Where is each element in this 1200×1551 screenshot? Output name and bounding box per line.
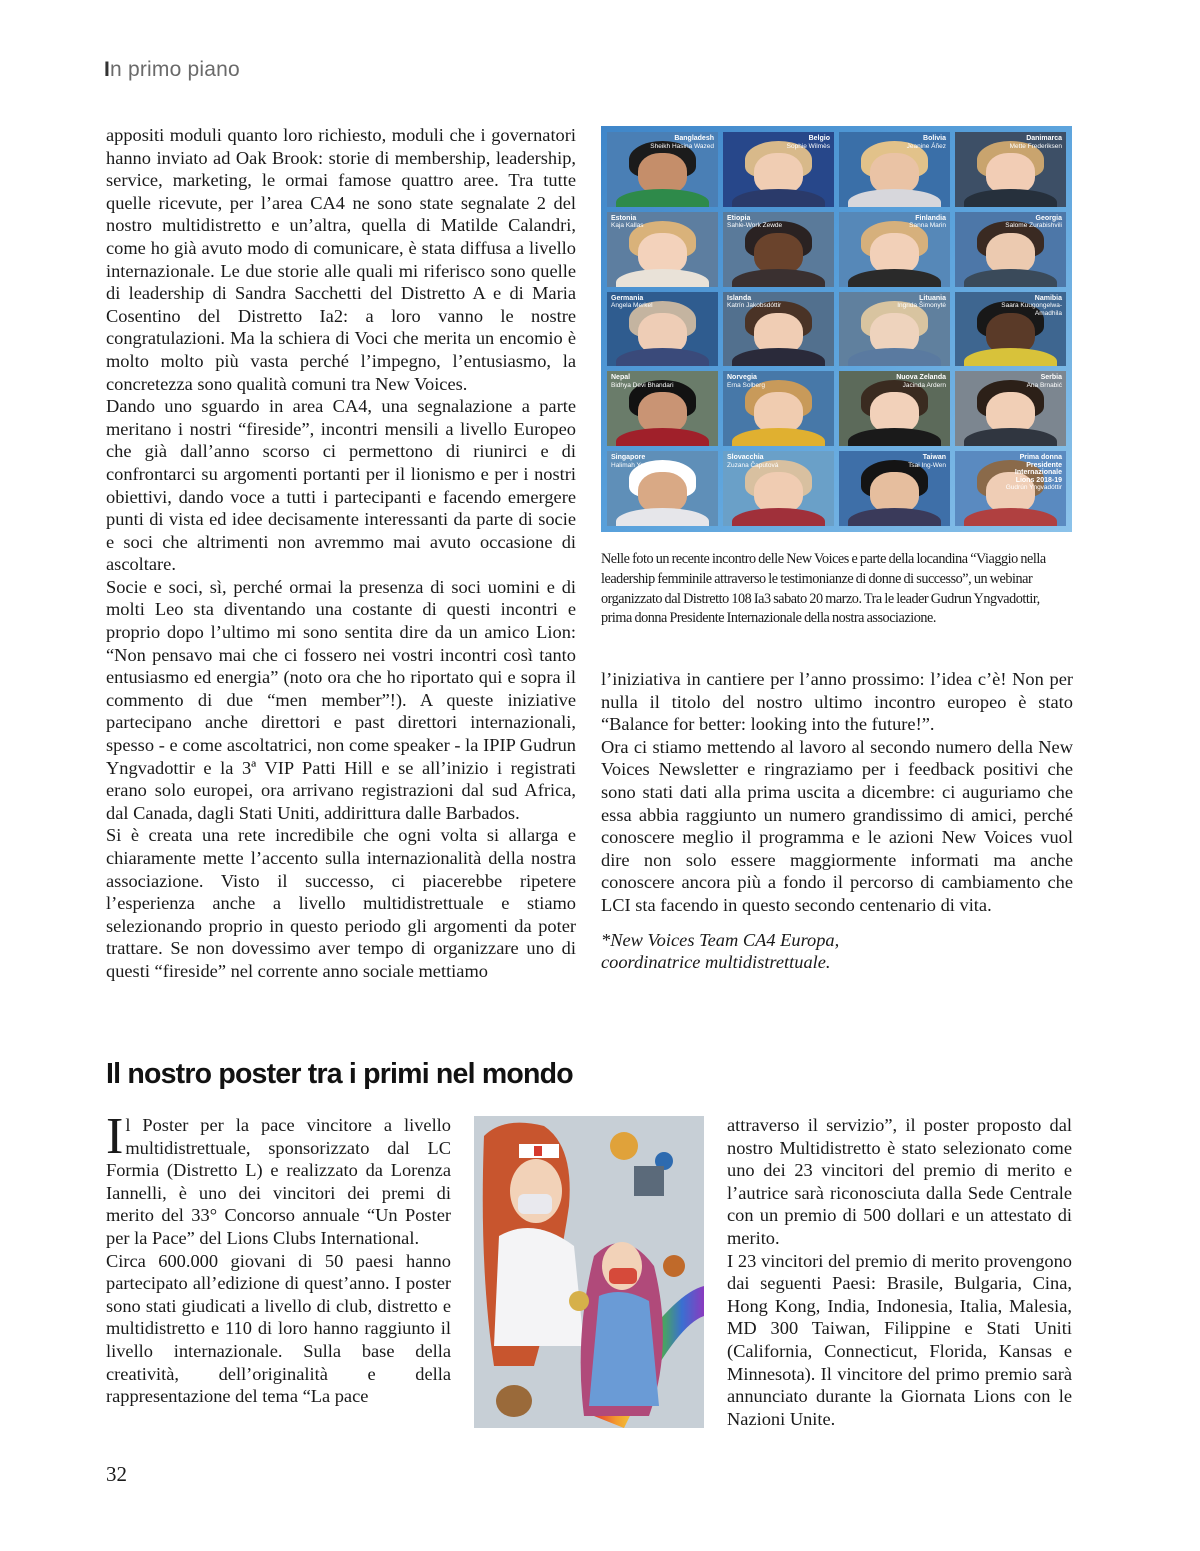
leader-portrait bbox=[839, 212, 950, 287]
portrait-country: Taiwan bbox=[922, 454, 946, 462]
portrait-country: Serbia bbox=[1040, 374, 1062, 382]
portrait-label bbox=[727, 374, 765, 389]
article2-title: Il nostro poster tra i primi nel mondo bbox=[106, 1058, 573, 1090]
portrait-country: Bolivia bbox=[923, 135, 946, 142]
portrait-body bbox=[732, 189, 825, 207]
portrait-name: Salome Zurabishvili bbox=[1005, 222, 1062, 230]
article2-paragraph bbox=[106, 1108, 451, 1250]
portrait-body bbox=[964, 428, 1057, 446]
portrait-body bbox=[616, 428, 709, 446]
portrait-country: Slovacchia bbox=[727, 454, 764, 462]
portrait-label bbox=[896, 374, 946, 389]
portrait-name: Saara Kuugongelwa-Amadhila bbox=[1001, 302, 1062, 317]
portrait-body bbox=[732, 428, 825, 446]
article2-paragraph: I 23 vincitori del premio di merito provengono dai seguenti Paesi: Brasile, Bulgaria, Cina, Hong Kong, India, Indonesia, Italia, Malesia, MD 300 Taiwan, Filippine e Stati Uniti (California, Connecticut, Florida, Kansas e Minnesota). Il vincitore del primo premio sarà annunciato durante la Giornata Lions con le Nazioni Unite. bbox=[727, 1250, 1072, 1429]
leader-portrait bbox=[607, 212, 718, 287]
leaders-photo-grid bbox=[601, 126, 1072, 532]
leader-portrait bbox=[839, 292, 950, 367]
portrait-name: Mette Frederiksen bbox=[1009, 142, 1062, 150]
portrait-name: Halimah Yacob bbox=[611, 461, 655, 469]
portrait-label bbox=[611, 454, 654, 469]
leader-portrait bbox=[723, 292, 834, 367]
portrait-country: Nepal bbox=[611, 374, 631, 382]
portrait-label bbox=[611, 374, 674, 389]
portrait-name: Erna Solberg bbox=[727, 381, 765, 389]
leader-portrait bbox=[955, 371, 1066, 446]
portrait-body bbox=[732, 269, 825, 287]
portrait-name: Ingrida Šimonytė bbox=[897, 302, 946, 310]
article1-paragraph: Socie e soci, sì, perché ormai la presenza di soci uomini e di molti Leo sta diventando una costante di questi incontri e proprio dopo l’ultimo mi sono sentita dire da un amico Lion: “Non pensavo mai che ci fossero nei vostri incontri così tanto entusiasmo ed energia” (noto ora che ho riportato qui e sopra il commento di due “men member”!). A queste iniziative partecipano anche direttori e past direttori internazionali, spesso - e come ascoltatrici, non come speaker - la IPIP Gudrun Yngvadottir e la 3ª VIP Patti Hill e se all’inizio i registrati erano solo europei, ora arrivano registrazioni dal sud Africa, dal Canada, dagli Stati Uniti, addirittura dalle Barbados. bbox=[106, 576, 576, 823]
portrait-name: Jacinda Ardern bbox=[902, 381, 946, 389]
portrait-name: Tsai Ing-Wen bbox=[908, 461, 946, 469]
leader-portrait bbox=[723, 371, 834, 446]
portrait-body bbox=[616, 269, 709, 287]
portrait-face bbox=[754, 233, 803, 274]
portrait-label bbox=[908, 454, 946, 469]
portrait-name: Jeanine Áñez bbox=[906, 142, 946, 150]
article2-paragraph: Circa 600.000 giovani di 50 paesi hanno partecipato all’edizione di quest’anno. I poster sono stati giudicati a livello di club, distretto e multidistretto e 110 di loro hanno raggiunto il livello internazionale. Sulla base della creatività, dell’originalità e della rappresentazione del tema “La pace bbox=[106, 1250, 451, 1407]
portrait-name: Katrín Jakobsdóttir bbox=[727, 302, 782, 310]
article2-paragraph-1-text: l Poster per la pace vincitore a livello multidistrettuale, sponsorizzato dal LC Formia (Distretto L) e realizzato da Lorenza Iannelli, è uno dei vincitori dei premi di merito del 33° Concorso annuale “Un Poster per la Pace” del Lions Clubs International. bbox=[106, 1115, 451, 1248]
portrait-name: Sheikh Hasina Wazed bbox=[650, 142, 714, 150]
portrait-label bbox=[727, 454, 778, 469]
portrait-name: Sanna Marin bbox=[909, 222, 946, 230]
leader-portrait bbox=[723, 451, 834, 526]
peace-poster-illustration bbox=[474, 1116, 704, 1428]
portrait-country: Estonia bbox=[611, 214, 637, 222]
portrait-face bbox=[986, 233, 1035, 274]
signature-line-1: *New Voices Team CA4 Europa, bbox=[601, 929, 840, 950]
portrait-country: Nuova Zelanda bbox=[896, 374, 946, 382]
portrait-name: Zuzana Čaputová bbox=[727, 461, 779, 469]
section-header-rest: n primo piano bbox=[110, 58, 240, 81]
article1-right-column bbox=[601, 668, 1073, 974]
portrait-country: Bangladesh bbox=[674, 135, 714, 142]
leader-portrait bbox=[723, 212, 834, 287]
leader-portrait bbox=[839, 371, 950, 446]
portrait-label bbox=[909, 215, 946, 230]
portrait-body bbox=[848, 269, 941, 287]
portrait-label bbox=[897, 295, 946, 310]
section-header-initial: I bbox=[104, 58, 111, 81]
leader-portrait bbox=[607, 292, 718, 367]
article1-left-column bbox=[106, 124, 576, 983]
portrait-country: Namibia bbox=[1034, 294, 1062, 302]
section-header bbox=[104, 58, 240, 82]
portrait-country: Germania bbox=[611, 294, 644, 302]
portrait-country: Danimarca bbox=[1026, 135, 1062, 142]
leader-portrait bbox=[607, 371, 718, 446]
portrait-country: Singapore bbox=[611, 454, 646, 462]
portrait-body bbox=[964, 348, 1057, 366]
portrait-body bbox=[848, 189, 941, 207]
article1-paragraph: appositi moduli quanto loro richiesto, moduli che i governatori hanno inviato ad Oak Brook: storie di membership, leadership, service, marketing, le ormai famose quattro aree. Tra tutte quelle ricevute, per l’area CA4 ne sono state segnalate 2 del nostro multidistretto e un’altra, quella di Matilde Calandri, come ho già avuto modo di comunicare, è stata diffusa a livello internazionale. Le due storie alle quali mi riferisco sono quelle di leadership di Sandra Sacchetti del Distretto A e di Maria Cosentino del Distretto Ia2: a loro vanno le nostre congratulazioni. Ma la schiera di Voci che merita un encomio è molto molto più vasta perché l’impegno, l’entusiasmo, la concretezza sono qualità comuni tra New Voices. bbox=[106, 125, 576, 394]
leader-portrait bbox=[607, 132, 718, 207]
portrait-country: Georgia bbox=[1035, 214, 1062, 222]
portrait-name: Angela Merkel bbox=[611, 302, 653, 310]
portrait-country: Lituania bbox=[919, 294, 946, 302]
portrait-label bbox=[727, 295, 781, 310]
portrait-label bbox=[995, 295, 1062, 318]
portrait-face bbox=[754, 153, 803, 194]
portrait-label bbox=[611, 215, 644, 230]
portrait-body bbox=[964, 508, 1057, 526]
portrait-body bbox=[964, 189, 1057, 207]
portrait-face bbox=[986, 153, 1035, 194]
leader-portrait bbox=[839, 451, 950, 526]
portrait-body bbox=[616, 348, 709, 366]
portrait-name: Ana Brnabić bbox=[1026, 381, 1062, 389]
portrait-name: Gudrún Yngvadóttir bbox=[1005, 484, 1062, 492]
portrait-name: Sahle-Work Zewde bbox=[727, 222, 783, 230]
leader-portrait bbox=[607, 451, 718, 526]
portrait-face bbox=[870, 233, 919, 274]
portrait-country: Etiopia bbox=[727, 214, 751, 222]
portrait-body bbox=[616, 189, 709, 207]
portrait-label bbox=[787, 135, 830, 150]
portrait-label bbox=[1005, 215, 1062, 230]
portrait-label bbox=[727, 215, 782, 230]
article1-paragraph: Dando uno sguardo in area CA4, una segnalazione a parte meritano i nostri “fireside”, incontri mensili a livello Europeo che già dall’anno scorso ci permettono di riunirci e di confrontarci su argomenti portanti per il lionismo e per i nostri obiettivi, dando voce a tutti i partecipanti e facendo emergere punti di vista ed idee decisamente interessanti da parte di socie e soci che altrimenti non avremmo mai avuto occasione di ascoltare. bbox=[106, 396, 576, 575]
portrait-body bbox=[616, 508, 709, 526]
leader-portrait bbox=[955, 451, 1066, 526]
portrait-body bbox=[848, 348, 941, 366]
article1-paragraph: l’iniziativa in cantiere per l’anno prossimo: l’idea c’è! Non per nulla il titolo del nostro ultimo incontro europeo è stato “Balance for better: looking into the future!”. bbox=[601, 669, 1073, 735]
portrait-country: Belgio bbox=[808, 135, 830, 142]
article2-paragraph: attraverso il servizio”, il poster proposto dal nostro Multidistretto è stato selezionato come uno dei 23 vincitori del premio di merito e l’autrice sarà riconosciuta dalla Sede Centrale con un premio di 500 dollari e un attestato di merito. bbox=[727, 1115, 1072, 1248]
portrait-body bbox=[848, 428, 941, 446]
peace-poster-image bbox=[474, 1116, 704, 1428]
portrait-label bbox=[650, 135, 714, 150]
portrait-country: Norvegia bbox=[727, 374, 757, 382]
author-signature bbox=[601, 929, 1073, 974]
leader-portrait bbox=[955, 292, 1066, 367]
portrait-name: Sophie Wilmès bbox=[786, 142, 830, 150]
leader-portrait bbox=[839, 132, 950, 207]
signature-line-2: coordinatrice multidistrettuale. bbox=[601, 952, 831, 973]
portrait-face bbox=[870, 153, 919, 194]
portrait-label bbox=[1010, 135, 1062, 150]
dropcap: I bbox=[106, 1108, 124, 1165]
portrait-body bbox=[732, 508, 825, 526]
page-number: 32 bbox=[106, 1462, 127, 1486]
portrait-country: Finlandia bbox=[915, 214, 946, 222]
article1-paragraph: Ora ci stiamo mettendo al lavoro al secondo numero della New Voices Newsletter e ringraziamo per i feedback positivi che sono stati dati alla prima uscita a dicembre: ci auguriamo che essa abbia raggiunto un numero grandissimo di amici, perché conoscere meglio il programma e le azioni New Voices vuol dire non solo essere maggiormente informati ma anche conoscere ancora più a fondo il percorso di cambiamento che LCI sta facendo in questo secondo centenario di vita. bbox=[601, 736, 1073, 915]
portrait-body bbox=[964, 269, 1057, 287]
portrait-label bbox=[995, 454, 1062, 492]
article1-paragraph: Si è creata una rete incredibile che ogni volta si allarga e chiaramente mette l’accento sulla internazionalità della nostra associazione. Visto il successo, ci piacerebbe ripetere l’esperienza anche a livello multidistrettuale e stiamo selezionando proprio in questo periodo gli argomenti da poter trattare. Se non dovessimo aver tempo di organizzare uno di questi “fireside” nel corrente anno sociale mettiamo bbox=[106, 825, 576, 981]
article2-column-1 bbox=[106, 1108, 451, 1408]
portrait-label bbox=[611, 295, 653, 310]
portrait-country: Islanda bbox=[727, 294, 752, 302]
portrait-name: Bidhya Devi Bhandari bbox=[611, 381, 674, 389]
portrait-body bbox=[848, 508, 941, 526]
portrait-label bbox=[907, 135, 946, 150]
portrait-name: Kaja Kallas bbox=[611, 222, 644, 230]
leader-portrait bbox=[723, 132, 834, 207]
portrait-label bbox=[1027, 374, 1062, 389]
portrait-body bbox=[732, 348, 825, 366]
photo-caption: Nelle foto un recente incontro delle New Voices e parte della locandina “Viaggio nella leadership femminile attraverso le testimonianze di donne di successo”, un webinar organizzato dal Distretto 108 Ia3 sabato 20 marzo. Tra le leader Gudrun Yngvadottir, prima donna Presidente Internazionale della nostra associazione. bbox=[601, 551, 1046, 627]
article2-column-3 bbox=[727, 1114, 1072, 1430]
portrait-country: Prima donna Presidente Internazionale Lions 2018-19 bbox=[1014, 454, 1062, 484]
leader-portrait bbox=[955, 212, 1066, 287]
leader-portrait bbox=[955, 132, 1066, 207]
portrait-face bbox=[638, 233, 687, 274]
portrait-face bbox=[638, 153, 687, 194]
